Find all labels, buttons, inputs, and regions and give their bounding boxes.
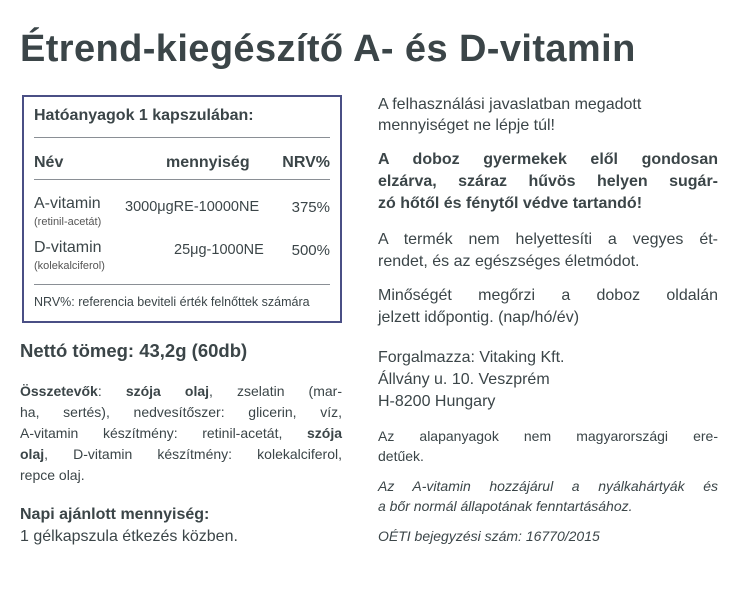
text-line: A doboz gyermekek elől gondosan (378, 151, 718, 168)
ingredients-line (20, 423, 342, 444)
dosage-text: 1 gélkapszula étkezés közben. (20, 528, 238, 545)
page-title: Étrend-kiegészítő A- és D-vitamin (20, 28, 636, 70)
ingredient-text: ha, sertés), nedvesítőszer: glicerin, víz, (20, 404, 342, 420)
ingredients (20, 381, 342, 486)
row-sub: (kolekalciferol) (34, 260, 105, 272)
ingredient-bold: szója olaj (125, 383, 210, 399)
text-line: a bőr normál állapotának fenntartásához. (378, 498, 633, 514)
ingredient-text: A-vitamin készítmény: retinil-acetát, (20, 425, 307, 441)
text-line: rendet, és az egészséges életmódot. (378, 253, 640, 270)
nutrition-table (22, 95, 342, 323)
ingredients-line (20, 402, 342, 423)
text-line: Minőségét megőrzi a doboz oldalán (378, 287, 718, 304)
registration-number: OÉTI bejegyzési szám: 16770/2015 (378, 528, 600, 544)
ingredient-bold: Összetevők (20, 383, 98, 399)
ingredients-line (20, 381, 342, 402)
text-line: jelzett időpontig. (nap/hó/év) (378, 309, 580, 326)
ingredient-bold: olaj (20, 446, 45, 462)
text-line: mennyiséget ne lépje túl! (378, 117, 555, 134)
health-claim (378, 476, 718, 516)
table-footnote: NRV%: referencia beviteli érték felnőttek számára (34, 295, 310, 309)
text-line: Az alapanyagok nem magyarországi ere- (378, 428, 718, 444)
divider (34, 284, 330, 285)
row-amount: 3000μgRE-10000NE (125, 199, 260, 215)
row-nrv: 500% (291, 242, 330, 259)
ingredients-line (20, 465, 342, 486)
distributor (378, 347, 718, 413)
ingredients-line (20, 444, 342, 465)
storage-warning (378, 149, 718, 215)
col-amount: mennyiség (166, 154, 250, 171)
col-name: Név (34, 154, 64, 171)
row-name: D-vitamin (34, 239, 102, 256)
row-nrv: 375% (291, 199, 330, 216)
ingredient-text: , zselatin (mar- (209, 383, 342, 399)
row-amount: 25μg-1000NE (174, 242, 264, 258)
table-heading: Hatóanyagok 1 kapszulában: (34, 107, 254, 124)
ingredient-text: repce olaj. (20, 467, 85, 483)
net-weight: Nettó tömeg: 43,2g (60db) (20, 340, 248, 361)
divider (34, 137, 330, 138)
diet-note (378, 229, 718, 273)
row-name: A-vitamin (34, 195, 101, 212)
text-line: Állvány u. 10. Veszprém (378, 371, 550, 388)
text-line: Forgalmazza: Vitaking Kft. (378, 349, 565, 366)
divider (34, 179, 330, 180)
row-sub: (retinil-acetát) (34, 216, 102, 228)
text-line: detűek. (378, 448, 424, 464)
ingredient-text: : (97, 383, 126, 399)
dosage-label: Napi ajánlott mennyiség: (20, 506, 210, 523)
col-nrv: NRV% (282, 154, 330, 171)
ingredient-bold: szója (306, 425, 342, 441)
expiry-note (378, 285, 718, 329)
origin-note (378, 426, 718, 466)
text-line: Az A-vitamin hozzájárul a nyálkahártyák és (378, 478, 718, 494)
text-line: A felhasználási javaslatban megadott (378, 96, 642, 113)
text-line: H-8200 Hungary (378, 393, 496, 410)
usage-warning (378, 94, 718, 136)
ingredient-text: , D-vitamin készítmény: kolekalciferol, (44, 446, 342, 462)
text-line: A termék nem helyettesíti a vegyes ét- (378, 231, 718, 248)
text-line: elzárva, száraz hűvös helyen sugár- (378, 173, 718, 190)
text-line: zó hőtől és fénytől védve tartandó! (378, 195, 643, 212)
